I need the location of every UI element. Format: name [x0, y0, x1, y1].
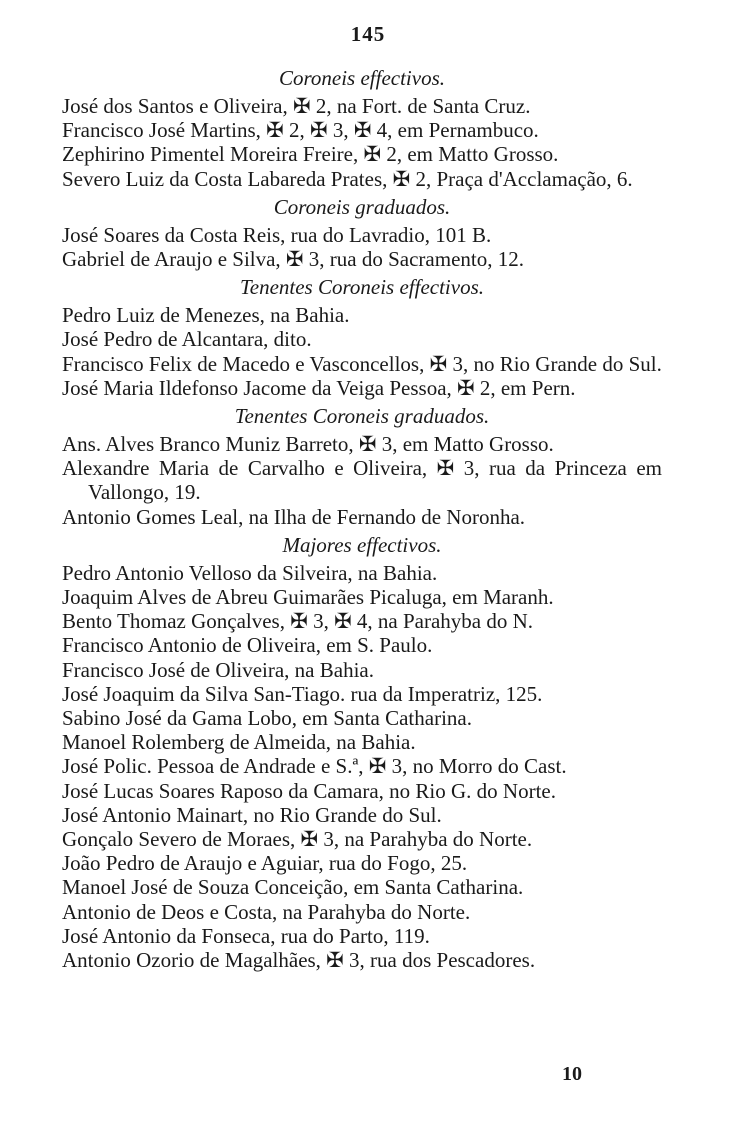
list-entry: José Maria Ildefonso Jacome da Veiga Pessoa, ✠ 2, em Pern.: [62, 375, 576, 400]
list-entry: Sabino José da Gama Lobo, em Santa Catharina.: [62, 706, 472, 731]
signature-mark: 10: [562, 1063, 582, 1085]
section-heading: Tenentes Coroneis effectivos.: [240, 275, 484, 300]
section-heading: Majores effectivos.: [282, 532, 442, 557]
list-entry: José Polic. Pessoa de Andrade e S.ª, ✠ 3, no Morro do Cast.: [62, 754, 567, 779]
list-entry: Manoel Rolemberg de Almeida, na Bahia.: [62, 730, 416, 755]
list-entry: Antonio Ozorio de Magalhães, ✠ 3, rua dos Pescadores.: [62, 948, 536, 973]
list-entry: Antonio Gomes Leal, na Ilha de Fernando de Noronha.: [62, 504, 526, 529]
list-entry: José Antonio da Fonseca, rua do Parto, 119.: [62, 923, 430, 948]
list-entry: Alexandre Maria de Carvalho e Oliveira, ✠ 3, rua da Princeza em Vallongo, 19.: [62, 456, 662, 505]
list-entry: Severo Luiz da Costa Labareda Prates, ✠ 2, Praça d'Acclamação, 6.: [62, 166, 633, 191]
list-entry: José Joaquim da Silva San-Tiago. rua da Imperatriz, 125.: [62, 681, 543, 706]
list-entry: Zephirino Pimentel Moreira Freire, ✠ 2, em Matto Grosso.: [62, 142, 559, 167]
list-entry: José Antonio Mainart, no Rio Grande do Sul.: [62, 802, 442, 827]
list-entry: Antonio de Deos e Costa, na Parahyba do Norte.: [62, 899, 471, 924]
list-entry: Manoel José de Souza Conceição, em Santa Catharina.: [62, 875, 524, 900]
list-entry: Francisco Felix de Macedo e Vasconcellos, ✠ 3, no Rio Grande do Sul.: [62, 351, 662, 376]
list-entry: João Pedro de Araujo e Aguiar, rua do Fogo, 25.: [62, 851, 468, 876]
list-entry: José Lucas Soares Raposo da Camara, no Rio G. do Norte.: [62, 778, 556, 803]
list-entry: Bento Thomaz Gonçalves, ✠ 3, ✠ 4, na Parahyba do N.: [62, 609, 534, 634]
list-entry: Francisco José de Oliveira, na Bahia.: [62, 657, 374, 682]
section-heading: Tenentes Coroneis graduados.: [234, 404, 490, 429]
list-entry: José Soares da Costa Reis, rua do Lavradio, 101 B.: [62, 222, 492, 247]
page-number: 145: [350, 22, 386, 46]
officer-list: [62, 62, 662, 972]
section-heading: Coroneis effectivos.: [278, 66, 446, 90]
section-heading: Coroneis graduados.: [273, 194, 451, 219]
list-entry: José Pedro de Alcantara, dito.: [62, 327, 312, 352]
list-entry: Ans. Alves Branco Muniz Barreto, ✠ 3, em Matto Grosso.: [62, 432, 554, 457]
list-entry: Gabriel de Araujo e Silva, ✠ 3, rua do Sacramento, 12.: [62, 247, 524, 272]
list-entry: Joaquim Alves de Abreu Guimarães Picaluga, em Maranh.: [62, 585, 554, 610]
list-entry: José dos Santos e Oliveira, ✠ 2, na Fort. de Santa Cruz.: [62, 94, 531, 118]
list-entry: Gonçalo Severo de Moraes, ✠ 3, na Parahyba do Norte.: [62, 827, 533, 852]
list-entry: Pedro Luiz de Menezes, na Bahia.: [62, 303, 350, 328]
list-entry: Francisco Antonio de Oliveira, em S. Paulo.: [62, 633, 433, 658]
list-entry: Pedro Antonio Velloso da Silveira, na Bahia.: [62, 560, 438, 585]
list-entry: Francisco José Martins, ✠ 2, ✠ 3, ✠ 4, em Pernambuco.: [62, 118, 539, 143]
